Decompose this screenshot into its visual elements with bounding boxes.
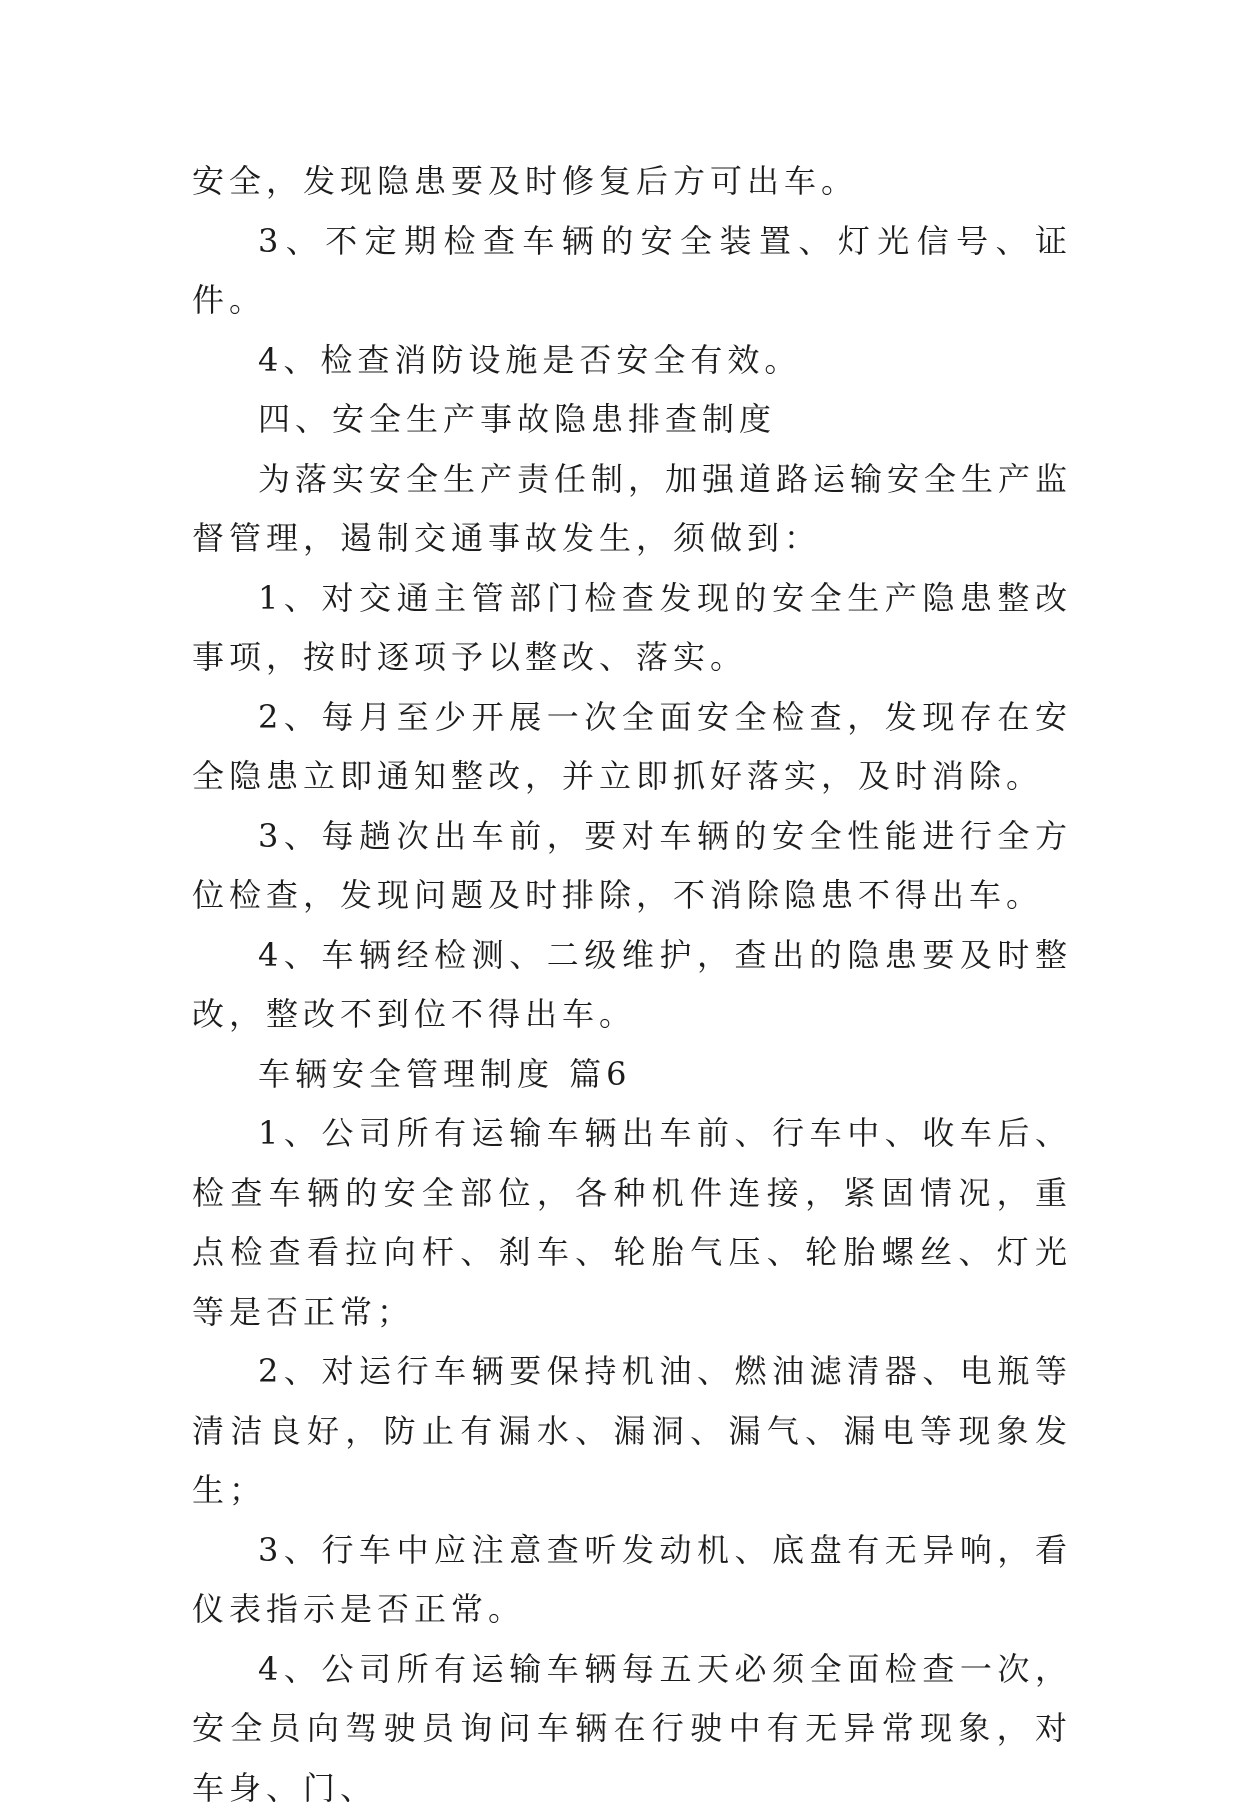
- document-body: [192, 152, 1072, 1818]
- paragraph-9: 4、车辆经检测、二级维护，查出的隐患要及时整改，整改不到位不得出车。: [192, 926, 1072, 1045]
- paragraph-3: 4、检查消防设施是否安全有效。: [192, 331, 1072, 391]
- paragraph-7: 2、每月至少开展一次全面安全检查，发现存在安全隐患立即通知整改，并立即抓好落实，及时消除。: [192, 688, 1072, 807]
- paragraph-6: 1、对交通主管部门检查发现的安全生产隐患整改事项，按时逐项予以整改、落实。: [192, 569, 1072, 688]
- paragraph-1: 安全，发现隐患要及时修复后方可出车。: [192, 152, 1072, 212]
- article-heading: 车辆安全管理制度 篇6: [192, 1045, 1072, 1105]
- paragraph-5: 为落实安全生产责任制，加强道路运输安全生产监督管理，遏制交通事故发生，须做到：: [192, 450, 1072, 569]
- paragraph-13: 3、行车中应注意查听发动机、底盘有无异响，看仪表指示是否正常。: [192, 1521, 1072, 1640]
- paragraph-12: 2、对运行车辆要保持机油、燃油滤清器、电瓶等清洁良好，防止有漏水、漏洞、漏气、漏电等现象发生；: [192, 1342, 1072, 1521]
- paragraph-2: 3、不定期检查车辆的安全装置、灯光信号、证件。: [192, 212, 1072, 331]
- paragraph-14: 4、公司所有运输车辆每五天必须全面检查一次，安全员向驾驶员询问车辆在行驶中有无异常现象，对车身、门、: [192, 1640, 1072, 1818]
- paragraph-8: 3、每趟次出车前，要对车辆的安全性能进行全方位检查，发现问题及时排除，不消除隐患不得出车。: [192, 807, 1072, 926]
- paragraph-11: 1、公司所有运输车辆出车前、行车中、收车后、检查车辆的安全部位，各种机件连接，紧固情况，重点检查看拉向杆、刹车、轮胎气压、轮胎螺丝、灯光等是否正常；: [192, 1104, 1072, 1342]
- section-heading: 四、安全生产事故隐患排查制度: [192, 390, 1072, 450]
